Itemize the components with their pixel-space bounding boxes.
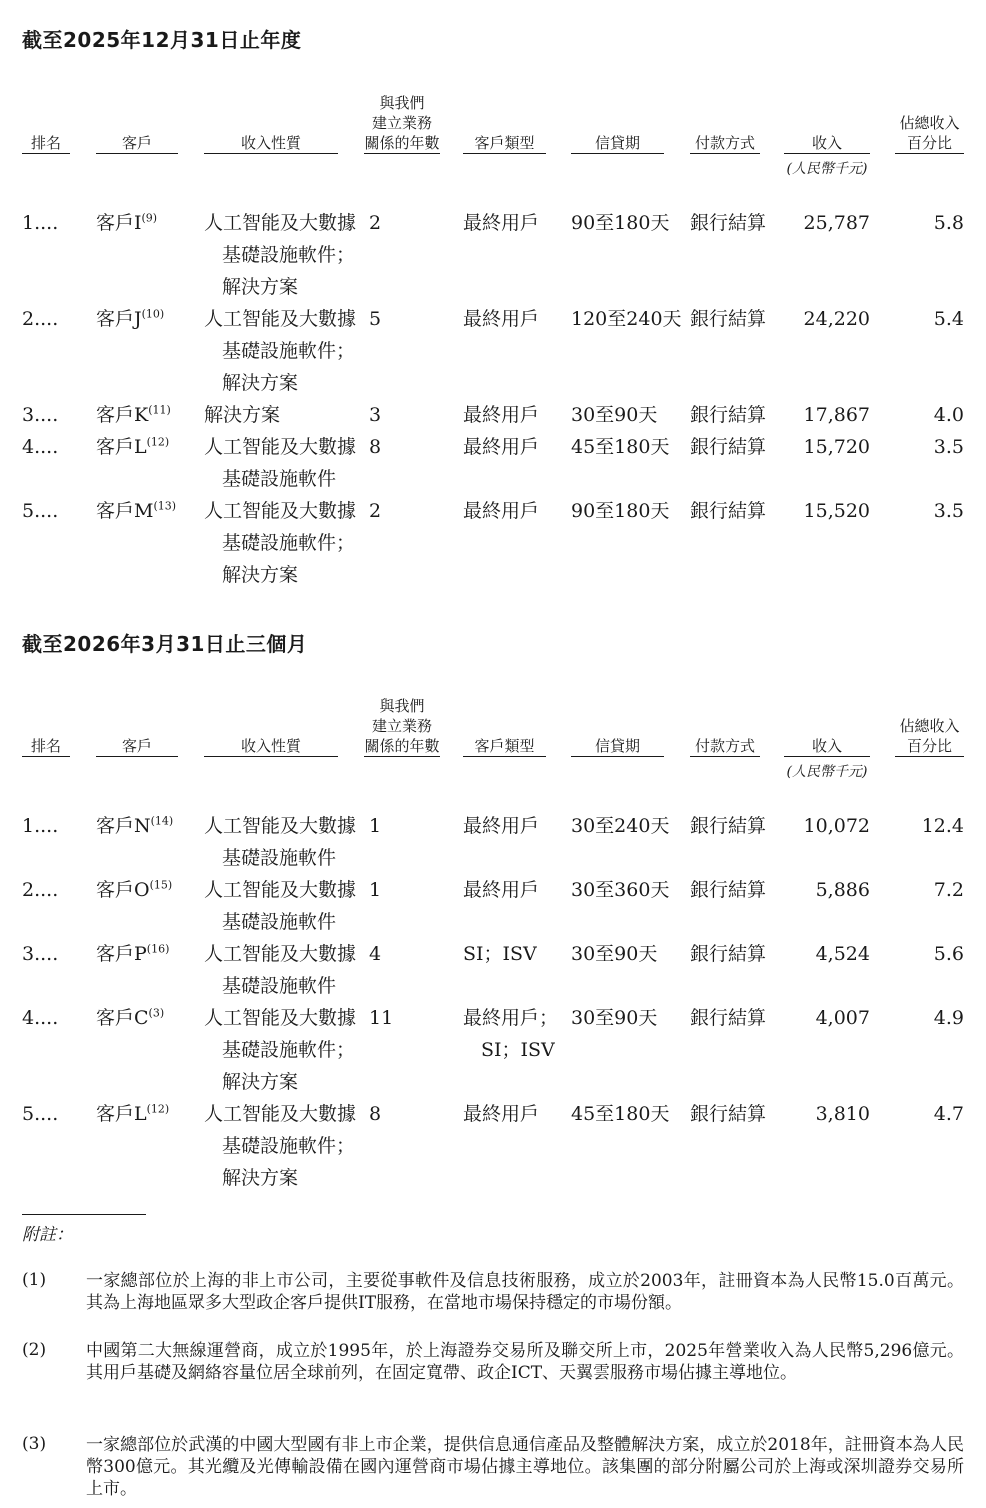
- revenue-nature-cell: [204, 495, 356, 591]
- customer-name: 客戶L: [96, 436, 147, 458]
- customer-type-line: 最終用戶: [463, 436, 540, 458]
- customer-type-cell: [463, 874, 539, 906]
- revenue-percentage-cell: 5.8: [933, 212, 964, 234]
- customer-name: 客戶J: [96, 308, 142, 330]
- customer-type-cell: [463, 399, 539, 431]
- revenue-nature-line: 基礎設施軟件: [222, 468, 337, 490]
- revenue-nature-cell: [204, 938, 356, 1002]
- revenue-nature-line: 基礎設施軟件；: [222, 532, 356, 554]
- customer-name: 客戶I: [96, 212, 142, 234]
- revenue-cell: 10,072: [803, 815, 870, 837]
- years-cell: 4: [369, 943, 382, 965]
- customer-cell: [96, 303, 164, 335]
- header-pct-line: 佔總收入: [899, 114, 960, 132]
- revenue-nature-cell: [204, 207, 356, 303]
- revenue-cell: 25,787: [803, 212, 870, 234]
- header-years-line: 與我們: [379, 697, 425, 715]
- revenue-cell: 24,220: [803, 308, 870, 330]
- years-cell: 8: [369, 436, 382, 458]
- credit-period-cell: 45至180天: [571, 1103, 670, 1125]
- customer-name: 客戶L: [96, 1103, 147, 1125]
- revenue-nature-cell: [204, 431, 356, 495]
- header-customer: [96, 736, 178, 757]
- revenue-nature-cell: [204, 303, 356, 399]
- customer-type-cell: [463, 1098, 539, 1130]
- customer-type-cell: [463, 207, 539, 239]
- payment-method-cell: 銀行結算: [690, 404, 767, 426]
- header-customer-line: 客戶: [96, 736, 178, 757]
- customer-cell: [96, 1098, 169, 1130]
- years-cell: 2: [369, 212, 382, 234]
- revenue-nature-line: 人工智能及大數據: [204, 308, 357, 330]
- note-number: (3): [22, 1434, 47, 1454]
- payment-method-cell: 銀行結算: [690, 1103, 767, 1125]
- header-years: [364, 93, 440, 154]
- revenue-cell: 15,720: [803, 436, 870, 458]
- header-nature-line: 收入性質: [204, 133, 338, 154]
- footnote-ref: (15): [149, 878, 173, 892]
- payment-method-cell: 銀行結算: [690, 436, 767, 458]
- revenue-percentage-cell: 12.4: [921, 815, 964, 837]
- note-number: (2): [22, 1340, 47, 1360]
- revenue-nature-line: 解決方案: [204, 404, 281, 426]
- header-pct-line: 佔總收入: [899, 717, 960, 735]
- customer-type-line: 最終用戶；: [463, 1007, 559, 1029]
- customer-cell: [96, 207, 157, 239]
- customer-type-cell: [463, 938, 537, 970]
- revenue-percentage-cell: 3.5: [933, 436, 964, 458]
- credit-period-cell: 90至180天: [571, 500, 670, 522]
- note-text: 一家總部位於武漢的中國大型國有非上市企業，提供信息通信產品及整體解決方案，成立於2018年，註冊資本為人民幣300億元。其光纜及光傳輸設備在國內運營商市場佔據主導地位。該集團的部分附屬公司於上海或深圳證券交易所上市。: [86, 1435, 964, 1499]
- header-revenue-line: 收入: [784, 133, 870, 154]
- customer-type-line: 最終用戶: [463, 404, 540, 426]
- note-text: 一家總部位於上海的非上市公司，主要從事軟件及信息技術服務，成立於2003年，註冊資本為人民幣15.0百萬元。其為上海地區眾多大型政企客戶提供IT服務，在當地市場保持穩定的市場份額。: [86, 1271, 964, 1313]
- revenue-nature-line: 人工智能及大數據: [204, 1103, 357, 1125]
- header-years-line: 關係的年數: [364, 737, 440, 755]
- customer-type-cell: [463, 303, 539, 335]
- footnote-ref: (12): [146, 435, 170, 449]
- revenue-unit: (人民幣千元): [786, 161, 868, 177]
- rank-cell: 2....: [22, 308, 59, 330]
- customer-type-line: 最終用戶: [463, 308, 540, 330]
- header-type: [463, 736, 546, 757]
- credit-period-cell: 30至240天: [571, 815, 670, 837]
- years-cell: 5: [369, 308, 382, 330]
- customer-type-line: 最終用戶: [463, 879, 540, 901]
- revenue-nature-cell: [204, 1002, 356, 1098]
- header-rank: [22, 736, 70, 757]
- revenue-percentage-cell: 4.9: [933, 1007, 964, 1029]
- header-revenue: [784, 736, 870, 757]
- payment-method-cell: 銀行結算: [690, 500, 767, 522]
- customer-type-cell: [463, 810, 539, 842]
- credit-period-cell: 30至90天: [571, 943, 658, 965]
- customer-name: 客戶P: [96, 943, 147, 965]
- footnote-ref: (12): [146, 1102, 170, 1116]
- footnote-ref: (16): [146, 942, 170, 956]
- rank-cell: 1....: [22, 815, 59, 837]
- header-credit-line: 信貸期: [571, 736, 664, 757]
- revenue-nature-line: 人工智能及大數據: [204, 815, 357, 837]
- customer-type-cell: [463, 495, 539, 527]
- footnote-ref: (10): [141, 307, 165, 321]
- revenue-nature-line: 基礎設施軟件: [222, 975, 337, 997]
- payment-method-cell: 銀行結算: [690, 212, 767, 234]
- revenue-nature-cell: [204, 399, 280, 431]
- notes-divider: [22, 1214, 146, 1215]
- rank-cell: 4....: [22, 1007, 59, 1029]
- revenue-nature-line: 基礎設施軟件: [222, 847, 337, 869]
- revenue-nature-line: 基礎設施軟件；: [222, 244, 356, 266]
- header-nature: [204, 736, 338, 757]
- rank-cell: 3....: [22, 404, 59, 426]
- payment-method-cell: 銀行結算: [690, 815, 767, 837]
- revenue-cell: 15,520: [803, 500, 870, 522]
- header-payment: [690, 736, 760, 757]
- rank-cell: 5....: [22, 1103, 59, 1125]
- customer-cell: [96, 495, 176, 527]
- credit-period-cell: 90至180天: [571, 212, 670, 234]
- customer-cell: [96, 1002, 164, 1034]
- rank-cell: 1....: [22, 212, 59, 234]
- years-cell: 8: [369, 1103, 382, 1125]
- header-type: [463, 133, 546, 154]
- revenue-cell: 4,007: [815, 1007, 870, 1029]
- revenue-percentage-cell: 4.7: [933, 1103, 964, 1125]
- customer-cell: [96, 874, 172, 906]
- revenue-nature-line: 解決方案: [222, 372, 299, 394]
- years-cell: 2: [369, 500, 382, 522]
- revenue-nature-line: 解決方案: [222, 1071, 299, 1093]
- payment-method-cell: 銀行結算: [690, 308, 767, 330]
- revenue-nature-line: 人工智能及大數據: [204, 1007, 357, 1029]
- customer-type-cell: [463, 1002, 558, 1066]
- revenue-nature-line: 人工智能及大數據: [204, 879, 357, 901]
- header-nature-line: 收入性質: [204, 736, 338, 757]
- revenue-nature-line: 解決方案: [222, 564, 299, 586]
- revenue-cell: 5,886: [815, 879, 870, 901]
- customer-cell: [96, 938, 169, 970]
- header-credit: [571, 133, 664, 154]
- customer-type-line: 最終用戶: [463, 500, 540, 522]
- rank-cell: 4....: [22, 436, 59, 458]
- revenue-percentage-cell: 5.6: [933, 943, 964, 965]
- customer-type-line: 最終用戶: [463, 1103, 540, 1125]
- header-pct: [895, 716, 964, 757]
- footnote-ref: (14): [150, 814, 174, 828]
- revenue-nature-line: 人工智能及大數據: [204, 500, 357, 522]
- customer-cell: [96, 810, 173, 842]
- header-pct: [895, 113, 964, 154]
- credit-period-cell: 30至360天: [571, 879, 670, 901]
- revenue-nature-cell: [204, 810, 356, 874]
- header-type-line: 客戶類型: [463, 133, 546, 154]
- revenue-percentage-cell: 7.2: [933, 879, 964, 901]
- payment-method-cell: 銀行結算: [690, 1007, 767, 1029]
- revenue-nature-line: 基礎設施軟件；: [222, 1135, 356, 1157]
- revenue-nature-line: 基礎設施軟件: [222, 911, 337, 933]
- section-title: 截至2025年12月31日止年度: [22, 28, 302, 52]
- header-payment-line: 付款方式: [690, 736, 760, 757]
- header-revenue: [784, 133, 870, 154]
- revenue-nature-line: 人工智能及大數據: [204, 943, 357, 965]
- revenue-nature-line: 人工智能及大數據: [204, 212, 357, 234]
- customer-name: 客戶M: [96, 500, 154, 522]
- header-credit: [571, 736, 664, 757]
- revenue-nature-cell: [204, 874, 356, 938]
- rank-cell: 3....: [22, 943, 59, 965]
- header-years-line: 建立業務: [371, 114, 432, 132]
- payment-method-cell: 銀行結算: [690, 943, 767, 965]
- years-cell: 3: [369, 404, 382, 426]
- revenue-cell: 3,810: [815, 1103, 870, 1125]
- header-nature: [204, 133, 338, 154]
- section-title: 截至2026年3月31日止三個月: [22, 632, 308, 656]
- revenue-nature-line: 解決方案: [222, 1167, 299, 1189]
- customer-name: 客戶N: [96, 815, 151, 837]
- header-credit-line: 信貸期: [571, 133, 664, 154]
- customer-name: 客戶K: [96, 404, 149, 426]
- credit-period-cell: 120至240天: [571, 308, 682, 330]
- payment-method-cell: 銀行結算: [690, 879, 767, 901]
- footnote-ref: (9): [141, 211, 158, 225]
- revenue-nature-line: 解決方案: [222, 276, 299, 298]
- credit-period-cell: 45至180天: [571, 436, 670, 458]
- header-years-line: 與我們: [379, 94, 425, 112]
- header-rank: [22, 133, 70, 154]
- revenue-percentage-cell: 3.5: [933, 500, 964, 522]
- header-rank-line: 排名: [22, 133, 70, 154]
- header-pct-line: 百分比: [895, 133, 964, 154]
- customer-type-line: SI；ISV: [463, 943, 537, 965]
- revenue-nature-cell: [204, 1098, 356, 1194]
- customer-cell: [96, 431, 169, 463]
- note-text: 中國第二大無線運營商，成立於1995年，於上海證券交易所及聯交所上市，2025年營業收入為人民幣5,296億元。其用戶基礎及網絡容量位居全球前列，在固定寬帶、政企ICT、天翼雲服務市場佔據主導地位。: [86, 1341, 964, 1383]
- customer-name: 客戶O: [96, 879, 150, 901]
- revenue-unit: (人民幣千元): [786, 764, 868, 780]
- footnote-ref: (3): [148, 1006, 165, 1020]
- revenue-nature-line: 基礎設施軟件；: [222, 340, 356, 362]
- customer-cell: [96, 399, 171, 431]
- customer-type-line: SI；ISV: [481, 1039, 555, 1061]
- footnote-ref: (11): [148, 403, 171, 417]
- header-payment-line: 付款方式: [690, 133, 760, 154]
- header-type-line: 客戶類型: [463, 736, 546, 757]
- revenue-percentage-cell: 5.4: [933, 308, 964, 330]
- revenue-percentage-cell: 4.0: [933, 404, 964, 426]
- revenue-nature-line: 基礎設施軟件；: [222, 1039, 356, 1061]
- header-pct-line: 百分比: [895, 736, 964, 757]
- rank-cell: 2....: [22, 879, 59, 901]
- customer-type-line: 最終用戶: [463, 212, 540, 234]
- header-years-line: 關係的年數: [364, 134, 440, 152]
- header-years-line: 建立業務: [371, 717, 432, 735]
- years-cell: 11: [369, 1007, 394, 1029]
- note-number: (1): [22, 1270, 47, 1290]
- revenue-nature-line: 人工智能及大數據: [204, 436, 357, 458]
- revenue-cell: 17,867: [803, 404, 870, 426]
- notes-title: 附註：: [22, 1225, 73, 1245]
- header-customer-line: 客戶: [96, 133, 178, 154]
- header-payment: [690, 133, 760, 154]
- header-years: [364, 696, 440, 757]
- credit-period-cell: 30至90天: [571, 1007, 658, 1029]
- customer-type-cell: [463, 431, 539, 463]
- header-customer: [96, 133, 178, 154]
- years-cell: 1: [369, 815, 382, 837]
- customer-type-line: 最終用戶: [463, 815, 540, 837]
- years-cell: 1: [369, 879, 382, 901]
- customer-name: 客戶C: [96, 1007, 149, 1029]
- footnote-ref: (13): [153, 499, 177, 513]
- header-rank-line: 排名: [22, 736, 70, 757]
- revenue-cell: 4,524: [815, 943, 870, 965]
- credit-period-cell: 30至90天: [571, 404, 658, 426]
- rank-cell: 5....: [22, 500, 59, 522]
- header-revenue-line: 收入: [784, 736, 870, 757]
